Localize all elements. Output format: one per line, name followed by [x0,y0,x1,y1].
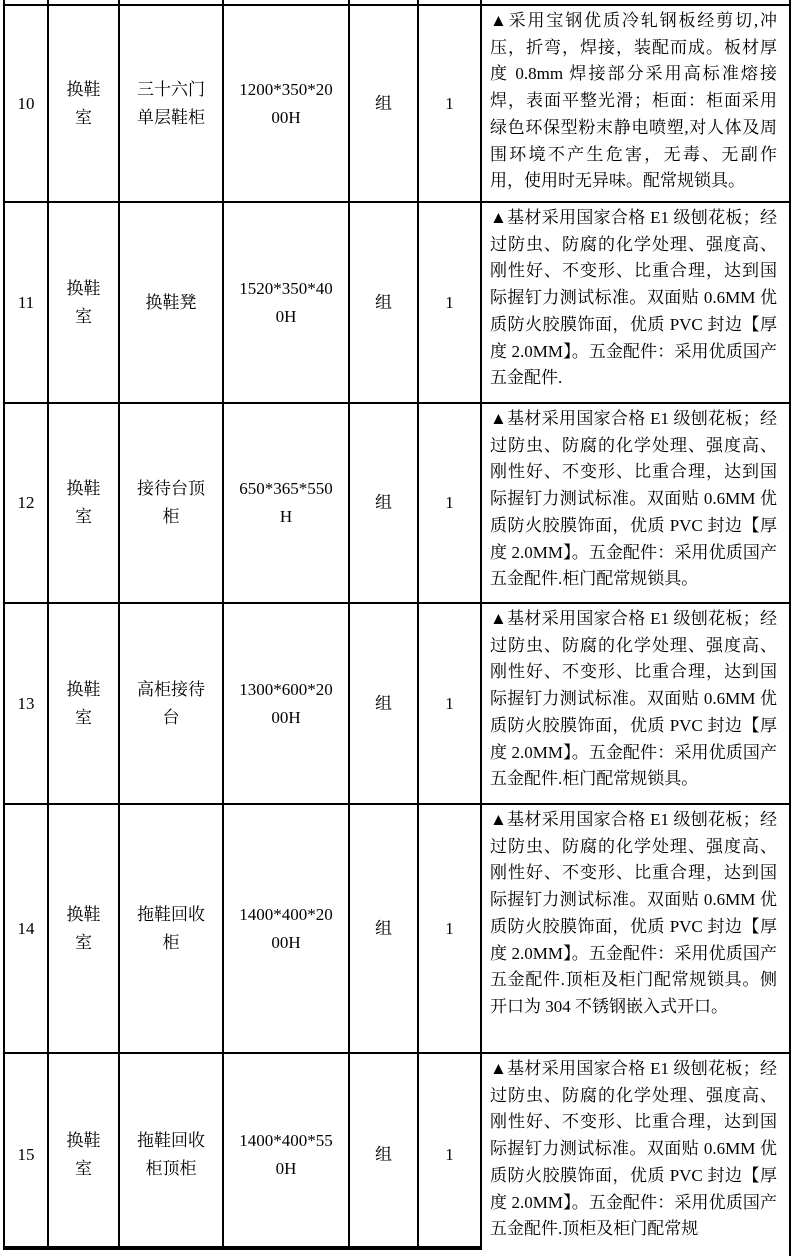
table-row [5,201,789,402]
col-size [224,604,350,803]
col-room [49,1054,120,1256]
room-label: 换鞋室 [66,79,101,127]
col-unit [350,404,419,602]
item-unit: 组 [375,1145,392,1164]
item-description: ▲基材采用国家合格 E1 级刨花板；经过防虫、防腐的化学处理、强度高、刚性好、不变形、比重合理，达到国际握钉力测试标准。双面贴 0.6MM 优质防火胶膜饰面，优质 PVC 封边【厚度 2.0MM】。五金配件：采用优质国产五金配件.柜门配常规锁具。 [490,609,777,789]
item-unit: 组 [375,493,392,512]
item-qty: 1 [445,493,454,512]
item-size: 1200*350*2000H [239,79,333,127]
specification-table [3,0,791,1256]
item-size: 1400*400*2000H [239,904,333,952]
item-size: 1300*600*2000H [239,679,333,727]
item-name: 高柜接待台 [137,679,205,727]
col-item-name [120,404,224,602]
item-name: 拖鞋回收柜 [137,904,205,952]
col-size [224,6,350,201]
col-item-name [120,805,224,1052]
row-number: 15 [17,1145,35,1164]
col-item-name [120,203,224,402]
item-name: 换鞋凳 [145,292,197,312]
col-description [482,604,789,803]
item-description: ▲采用宝钢优质冷轧钢板经剪切,冲压，折弯，焊接，装配而成。板材厚度 0.8mm 焊接部分采用高标准熔接焊，表面平整光滑；柜面：柜面采用绿色环保型粉末静电喷塑,对人体及周围环境不产生危害，无毒、无副作用，使用时无异味。配常规锁具。 [490,11,777,191]
item-size: 1520*350*400H [239,278,333,326]
item-description: ▲基材采用国家合格 E1 级刨花板；经过防虫、防腐的化学处理、强度高、刚性好、不变形、比重合理，达到国际握钉力测试标准。双面贴 0.6MM 优质防火胶膜饰面，优质 PVC 封边【厚度 2.0MM】。五金配件：采用优质国产五金配件.顶柜及柜门配常规 [490,1059,777,1239]
col-description [482,6,789,201]
col-no [5,6,49,201]
col-unit [350,604,419,803]
row-number: 12 [17,493,35,512]
item-qty: 1 [445,693,454,713]
col-room [49,604,120,803]
item-description: ▲基材采用国家合格 E1 级刨花板；经过防虫、防腐的化学处理、强度高、刚性好、不变形、比重合理，达到国际握钉力测试标准。双面贴 0.6MM 优质防火胶膜饰面，优质 PVC 封边【厚度 2.0MM】。五金配件：采用优质国产五金配件. [490,208,777,388]
item-unit: 组 [375,918,392,938]
col-qty [419,805,482,1052]
item-description: ▲基材采用国家合格 E1 级刨花板；经过防虫、防腐的化学处理、强度高、刚性好、不变形、比重合理，达到国际握钉力测试标准。双面贴 0.6MM 优质防火胶膜饰面，优质 PVC 封边【厚度 2.0MM】。五金配件：采用优质国产五金配件.顶柜及柜门配常规锁具。侧开口为 304 不锈钢嵌入式开口。 [490,810,777,1016]
item-qty: 1 [445,292,454,312]
col-qty [419,1054,482,1256]
room-label: 换鞋室 [66,904,101,952]
col-description [482,805,789,1052]
item-size: 650*365*550H [239,479,333,526]
room-label: 换鞋室 [66,479,101,526]
table-row [5,4,789,201]
table-row [5,1052,789,1256]
col-unit [350,805,419,1052]
col-description [482,404,789,602]
item-name: 接待台顶柜 [137,479,205,526]
item-unit: 组 [375,93,392,113]
page-break-whitespace [0,1250,482,1256]
col-size [224,1054,350,1256]
col-qty [419,404,482,602]
col-size [224,203,350,402]
col-size [224,805,350,1052]
table-row [5,402,789,602]
col-item-name [120,604,224,803]
item-name: 三十六门单层鞋柜 [137,79,205,127]
col-room [49,6,120,201]
col-no [5,404,49,602]
col-no [5,604,49,803]
item-name: 拖鞋回收柜顶柜 [137,1131,205,1178]
col-qty [419,203,482,402]
col-room [49,805,120,1052]
room-label: 换鞋室 [66,278,101,326]
col-qty [419,6,482,201]
col-qty [419,604,482,803]
item-size: 1400*400*550H [239,1131,333,1178]
col-no [5,1054,49,1256]
col-unit [350,6,419,201]
room-label: 换鞋室 [66,1131,101,1178]
row-number: 10 [17,93,35,113]
col-item-name [120,6,224,201]
col-size [224,404,350,602]
item-qty: 1 [445,1145,454,1164]
item-qty: 1 [445,93,454,113]
col-no [5,805,49,1052]
row-number: 14 [17,918,35,938]
col-unit [350,1054,419,1256]
page-break-border [3,1246,482,1250]
row-number: 13 [17,693,35,713]
row-number: 11 [17,292,35,312]
table-row [5,803,789,1052]
col-description [482,1054,789,1256]
col-room [49,404,120,602]
item-unit: 组 [375,693,392,713]
room-label: 换鞋室 [66,679,101,727]
col-unit [350,203,419,402]
table-row [5,602,789,803]
col-room [49,203,120,402]
item-qty: 1 [445,918,454,938]
col-item-name [120,1054,224,1256]
item-unit: 组 [375,292,392,312]
item-description: ▲基材采用国家合格 E1 级刨花板；经过防虫、防腐的化学处理、强度高、刚性好、不变形、比重合理，达到国际握钉力测试标准。双面贴 0.6MM 优质防火胶膜饰面，优质 PVC 封边【厚度 2.0MM】。五金配件：采用优质国产五金配件.柜门配常规锁具。 [490,409,777,589]
col-no [5,203,49,402]
col-description [482,203,789,402]
